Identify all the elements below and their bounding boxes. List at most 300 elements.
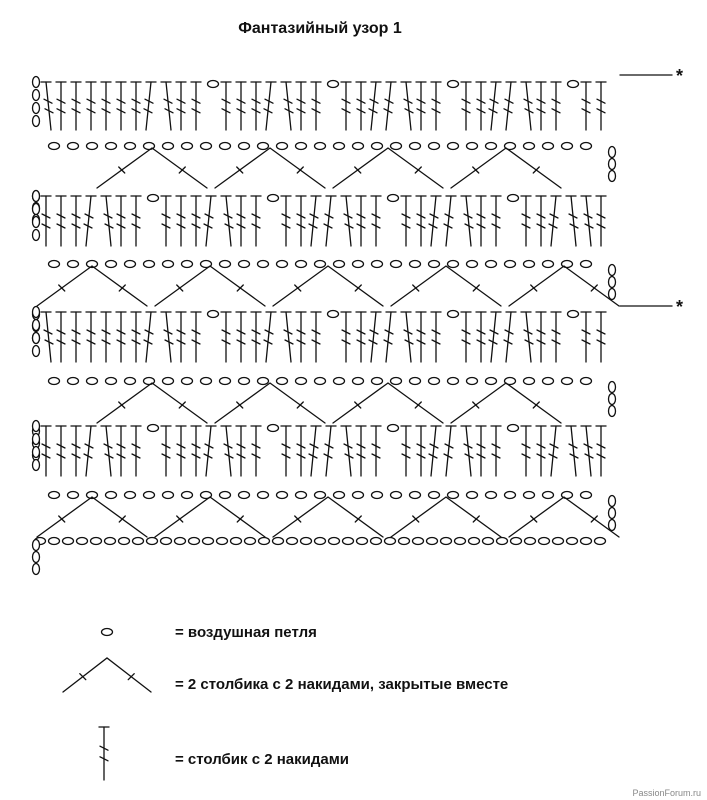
double-treble-stitch xyxy=(131,312,141,362)
repeat-marker xyxy=(620,297,683,317)
double-treble-stitch xyxy=(264,82,276,130)
chain-stitch xyxy=(581,492,592,499)
chain-stitch xyxy=(182,492,193,499)
chain-stitch xyxy=(609,382,616,393)
chain-stitch xyxy=(505,492,516,499)
stitch-row xyxy=(33,421,607,477)
double-treble-stitch xyxy=(476,196,486,246)
chain-stitch xyxy=(388,425,399,432)
cluster-stitch xyxy=(37,266,147,306)
chain-stitch xyxy=(245,538,256,545)
chain-stitch xyxy=(33,90,40,101)
chain-stitch xyxy=(68,261,79,268)
chain-stitch xyxy=(106,143,117,150)
stitch-row xyxy=(33,191,607,247)
chain-stitch xyxy=(119,538,130,545)
chain-stitch xyxy=(455,538,466,545)
double-treble-stitch xyxy=(296,426,306,476)
double-treble-stitch xyxy=(56,82,66,130)
double-treble-stitch xyxy=(369,82,381,130)
legend-icons xyxy=(63,629,151,781)
double-treble-stitch xyxy=(341,312,351,362)
double-treble-stitch xyxy=(191,82,201,130)
double-treble-stitch xyxy=(236,312,246,362)
double-treble-stitch xyxy=(251,196,261,246)
cluster-stitch xyxy=(215,383,325,423)
chain-stitch xyxy=(524,492,535,499)
chain-stitch xyxy=(391,143,402,150)
chain-stitch xyxy=(33,346,40,357)
double-treble-stitch xyxy=(431,82,441,130)
chain-stitch xyxy=(467,378,478,385)
double-treble-stitch xyxy=(221,82,231,130)
double-treble-stitch xyxy=(596,82,606,130)
chain-stitch xyxy=(125,261,136,268)
svg-text:*: * xyxy=(676,66,684,86)
pattern-grid xyxy=(33,77,620,575)
chain-stitch xyxy=(562,143,573,150)
chain-stitch xyxy=(467,261,478,268)
chain-stitch xyxy=(259,538,270,545)
double-treble-stitch xyxy=(176,82,186,130)
chain-stitch xyxy=(33,320,40,331)
chain-stitch xyxy=(33,116,40,127)
chain-stitch xyxy=(448,81,459,88)
double-treble-stitch xyxy=(416,82,426,130)
double-treble-stitch xyxy=(581,196,593,246)
chain-stitch xyxy=(372,143,383,150)
chain-stitch xyxy=(353,492,364,499)
double-treble-stitch xyxy=(191,312,201,362)
double-treble-stitch xyxy=(131,82,141,130)
chain-stitch xyxy=(371,538,382,545)
cluster-stitch xyxy=(451,383,561,423)
cluster-stitch xyxy=(451,148,561,188)
chain-stitch xyxy=(220,378,231,385)
double-treble-stitch xyxy=(131,196,141,246)
double-treble-stitch xyxy=(251,426,261,476)
double-treble-stitch xyxy=(221,312,231,362)
chain-stitch xyxy=(258,261,269,268)
chain-stitch xyxy=(539,538,550,545)
stitch-row xyxy=(33,307,607,363)
chain-stitch xyxy=(182,261,193,268)
double-treble-stitch xyxy=(84,196,96,246)
cluster-stitch xyxy=(273,266,383,306)
chain-stitch xyxy=(144,261,155,268)
chain-stitch xyxy=(441,538,452,545)
double-treble-stitch xyxy=(581,426,593,476)
double-treble-stitch xyxy=(341,196,353,246)
chain-stitch xyxy=(486,143,497,150)
chain-stitch xyxy=(106,261,117,268)
cluster-stitch xyxy=(155,497,265,537)
chain-stitch xyxy=(182,143,193,150)
chain-stitch xyxy=(163,492,174,499)
double-treble-stitch xyxy=(309,196,321,246)
chain-stitch xyxy=(268,195,279,202)
chain-stitch xyxy=(33,217,40,228)
double-treble-stitch xyxy=(131,426,141,476)
chain-stitch xyxy=(296,492,307,499)
double-treble-stitch xyxy=(251,312,261,362)
double-treble-stitch xyxy=(416,426,426,476)
double-treble-stitch xyxy=(71,196,81,246)
chain-stitch xyxy=(467,143,478,150)
double-treble-stitch xyxy=(461,196,473,246)
chain-stitch xyxy=(524,143,535,150)
chain-stitch xyxy=(609,147,616,158)
cluster-stitch xyxy=(97,148,207,188)
double-treble-stitch xyxy=(116,312,126,362)
chain-stitch xyxy=(68,378,79,385)
double-treble-stitch xyxy=(296,312,306,362)
chain-stitch xyxy=(239,378,250,385)
chain-stitch xyxy=(524,261,535,268)
chain-stitch xyxy=(581,261,592,268)
chain-stitch xyxy=(273,538,284,545)
chain-stitch xyxy=(91,538,102,545)
chain-stitch xyxy=(33,421,40,432)
chain-stitch xyxy=(508,425,519,432)
double-treble-stitch xyxy=(536,426,546,476)
chain-stitch xyxy=(609,277,616,288)
chain-stitch xyxy=(334,143,345,150)
chain-stitch xyxy=(163,378,174,385)
double-treble-stitch xyxy=(341,426,353,476)
chain-stitch xyxy=(296,378,307,385)
legend-stitch-text: = столбик с 2 накидами xyxy=(175,751,350,768)
chain-stitch xyxy=(148,195,159,202)
cluster-icon xyxy=(63,658,151,692)
double-treble-stitch xyxy=(101,196,113,246)
chain-stitch xyxy=(553,538,564,545)
cluster-stitch xyxy=(37,497,147,537)
cluster-stitch xyxy=(333,148,443,188)
chain-stitch xyxy=(87,143,98,150)
chain-stitch xyxy=(258,378,269,385)
double-treble-stitch xyxy=(416,312,426,362)
chain-stitch xyxy=(609,394,616,405)
chain-stitch xyxy=(581,538,592,545)
repeat-markers xyxy=(620,66,683,317)
double-treble-stitch xyxy=(204,196,216,246)
cluster-stitch xyxy=(509,266,619,306)
chain-stitch xyxy=(147,538,158,545)
stitch-icon xyxy=(99,727,109,780)
cluster-stitch xyxy=(273,497,383,537)
double-treble-stitch xyxy=(41,312,53,362)
chain-stitch xyxy=(33,460,40,471)
watermark: PassionForum.ru xyxy=(632,788,701,798)
double-treble-stitch xyxy=(71,312,81,362)
double-treble-stitch xyxy=(191,426,201,476)
double-treble-stitch xyxy=(56,312,66,362)
double-treble-stitch xyxy=(504,312,516,362)
chain-stitch xyxy=(429,492,440,499)
chain-stitch xyxy=(334,378,345,385)
double-treble-stitch xyxy=(236,196,246,246)
chain-stitch xyxy=(609,171,616,182)
chain-stitch xyxy=(329,538,340,545)
chain-stitch xyxy=(33,447,40,458)
double-treble-stitch xyxy=(191,196,201,246)
chain-stitch xyxy=(609,406,616,417)
double-treble-stitch xyxy=(549,426,561,476)
chain-stitch xyxy=(277,261,288,268)
chain-stitch xyxy=(486,492,497,499)
cluster-stitch xyxy=(333,383,443,423)
chain-stitch xyxy=(148,425,159,432)
chain-stitch xyxy=(268,425,279,432)
double-treble-stitch xyxy=(116,82,126,130)
chain-stitch xyxy=(163,261,174,268)
double-treble-stitch xyxy=(264,312,276,362)
chain-stitch xyxy=(175,538,186,545)
chain-stitch xyxy=(49,538,60,545)
double-treble-stitch xyxy=(101,82,111,130)
double-treble-stitch xyxy=(476,82,486,130)
chain-stitch xyxy=(239,143,250,150)
double-treble-stitch xyxy=(489,82,501,130)
chain-stitch xyxy=(87,378,98,385)
repeat-marker xyxy=(620,66,683,86)
double-treble-stitch xyxy=(566,196,578,246)
double-treble-stitch xyxy=(161,426,171,476)
chain-stitch xyxy=(33,230,40,241)
cluster-row xyxy=(33,143,616,226)
double-treble-stitch xyxy=(384,82,396,130)
chain-stitch xyxy=(315,538,326,545)
double-treble-stitch xyxy=(401,196,411,246)
chain-stitch xyxy=(388,195,399,202)
double-treble-stitch xyxy=(581,82,591,130)
double-treble-stitch xyxy=(99,727,109,780)
double-treble-stitch xyxy=(236,82,246,130)
stitch-row xyxy=(33,77,607,131)
chain-stitch xyxy=(163,143,174,150)
svg-text:*: * xyxy=(676,297,684,317)
chain-stitch xyxy=(33,434,40,445)
chain-stitch xyxy=(525,538,536,545)
double-treble-stitch xyxy=(56,196,66,246)
chain-stitch xyxy=(315,261,326,268)
chain-stitch xyxy=(106,378,117,385)
chain-stitch xyxy=(63,538,74,545)
chain-stitch xyxy=(469,538,480,545)
chain-stitch xyxy=(189,538,200,545)
chain-stitch xyxy=(609,508,616,519)
chain-stitch xyxy=(203,538,214,545)
double-treble-stitch xyxy=(324,426,336,476)
double-treble-stitch xyxy=(41,196,51,246)
cluster-stitch xyxy=(509,497,619,537)
double-treble-stitch xyxy=(461,426,473,476)
chain-stitch xyxy=(609,159,616,170)
double-treble-stitch xyxy=(476,426,486,476)
double-treble-stitch xyxy=(491,426,501,476)
chain-stitch xyxy=(77,538,88,545)
chain-stitch xyxy=(410,378,421,385)
chain-stitch xyxy=(609,289,616,300)
chain-stitch xyxy=(508,195,519,202)
chain-stitch xyxy=(568,311,579,318)
chain-stitch xyxy=(33,552,40,563)
chain-stitch xyxy=(315,378,326,385)
double-treble-stitch xyxy=(309,426,321,476)
chain-stitch xyxy=(258,143,269,150)
cluster-stitch xyxy=(155,266,265,306)
chain-stitch xyxy=(144,492,155,499)
chain-stitch xyxy=(315,143,326,150)
double-treble-stitch xyxy=(596,312,606,362)
chain-stitch xyxy=(511,538,522,545)
chain-stitch xyxy=(217,538,228,545)
page-title: Фантазийный узор 1 xyxy=(238,20,402,37)
chain-stitch xyxy=(429,261,440,268)
chain-stitch xyxy=(133,538,144,545)
double-treble-stitch xyxy=(549,196,561,246)
chain-stitch xyxy=(258,492,269,499)
double-treble-stitch xyxy=(86,312,96,362)
chain-icon xyxy=(102,629,113,636)
chain-stitch xyxy=(448,143,459,150)
chain-stitch xyxy=(287,538,298,545)
double-treble-stitch xyxy=(86,82,96,130)
double-treble-stitch xyxy=(551,312,561,362)
chain-stitch xyxy=(413,538,424,545)
double-treble-stitch xyxy=(429,426,441,476)
double-treble-stitch xyxy=(281,82,293,130)
chain-stitch xyxy=(328,81,339,88)
chain-stitch xyxy=(343,538,354,545)
chain-stitch xyxy=(68,492,79,499)
double-treble-stitch xyxy=(101,312,111,362)
chain-stitch xyxy=(483,538,494,545)
chain-stitch xyxy=(410,492,421,499)
double-treble-stitch xyxy=(521,312,533,362)
chain-stitch xyxy=(609,496,616,507)
chain-stitch xyxy=(609,265,616,276)
double-treble-stitch xyxy=(581,312,591,362)
double-treble-stitch xyxy=(371,426,381,476)
double-treble-stitch xyxy=(369,312,381,362)
chain-stitch xyxy=(296,261,307,268)
double-treble-stitch xyxy=(221,196,233,246)
chain-stitch xyxy=(125,143,136,150)
chain-stitch xyxy=(467,492,478,499)
double-treble-stitch xyxy=(116,426,126,476)
chain-stitch xyxy=(277,492,288,499)
double-treble-stitch xyxy=(521,426,531,476)
double-treble-stitch xyxy=(356,82,366,130)
chain-stitch xyxy=(391,261,402,268)
chain-stitch xyxy=(220,492,231,499)
chain-stitch xyxy=(49,261,60,268)
cluster-stitch xyxy=(215,148,325,188)
double-treble-stitch xyxy=(521,196,531,246)
double-treble-stitch xyxy=(116,196,126,246)
chain-stitch xyxy=(239,492,250,499)
double-treble-stitch xyxy=(281,196,291,246)
chain-stitch xyxy=(315,492,326,499)
chain-stitch xyxy=(372,261,383,268)
chain-stitch xyxy=(301,538,312,545)
chain-stitch xyxy=(208,311,219,318)
chain-stitch xyxy=(353,378,364,385)
legend-chain-text: = воздушная петля xyxy=(175,624,317,641)
chain-stitch xyxy=(33,204,40,215)
chain-stitch xyxy=(239,261,250,268)
chain-stitch xyxy=(543,492,554,499)
double-treble-stitch xyxy=(296,196,306,246)
chain-stitch xyxy=(568,81,579,88)
cluster-stitch xyxy=(97,383,207,423)
chain-stitch xyxy=(372,492,383,499)
double-treble-stitch xyxy=(281,426,291,476)
chain-stitch xyxy=(277,143,288,150)
chain-stitch xyxy=(429,378,440,385)
chain-stitch xyxy=(334,492,345,499)
chain-stitch xyxy=(220,261,231,268)
chain-stitch xyxy=(448,261,459,268)
chain-stitch xyxy=(334,261,345,268)
chain-stitch xyxy=(581,378,592,385)
chain-stitch xyxy=(208,81,219,88)
chain-stitch xyxy=(410,143,421,150)
chain-stitch xyxy=(201,378,212,385)
double-treble-stitch xyxy=(521,82,533,130)
double-treble-stitch xyxy=(41,82,53,130)
double-treble-stitch xyxy=(176,312,186,362)
double-treble-stitch xyxy=(236,426,246,476)
chain-stitch xyxy=(543,261,554,268)
double-treble-stitch xyxy=(431,312,441,362)
double-treble-stitch xyxy=(356,196,366,246)
double-treble-stitch xyxy=(489,312,501,362)
chain-stitch xyxy=(68,143,79,150)
chain-stitch xyxy=(357,538,368,545)
chain-stitch xyxy=(505,261,516,268)
chain-stitch xyxy=(353,261,364,268)
chain-stitch xyxy=(49,492,60,499)
double-treble-stitch xyxy=(101,426,113,476)
double-treble-stitch xyxy=(536,82,546,130)
legend-cluster-text: = 2 столбика с 2 накидами, закрытые вместе xyxy=(175,676,509,693)
double-treble-stitch xyxy=(491,196,501,246)
chain-stitch xyxy=(543,378,554,385)
double-treble-stitch xyxy=(416,196,426,246)
chain-stitch xyxy=(33,540,40,551)
chain-stitch xyxy=(125,492,136,499)
chain-stitch xyxy=(33,333,40,344)
double-treble-stitch xyxy=(144,82,156,130)
chain-stitch xyxy=(524,378,535,385)
chain-stitch xyxy=(49,378,60,385)
double-treble-stitch xyxy=(71,82,81,130)
double-treble-stitch xyxy=(596,426,606,476)
chain-stitch xyxy=(372,378,383,385)
double-treble-stitch xyxy=(461,312,471,362)
chain-stitch xyxy=(448,492,459,499)
double-treble-stitch xyxy=(536,312,546,362)
double-treble-stitch xyxy=(504,82,516,130)
chain-stitch xyxy=(49,143,60,150)
double-treble-stitch xyxy=(281,312,293,362)
double-treble-stitch xyxy=(176,196,186,246)
chain-stitch xyxy=(410,261,421,268)
double-treble-stitch xyxy=(401,82,413,130)
